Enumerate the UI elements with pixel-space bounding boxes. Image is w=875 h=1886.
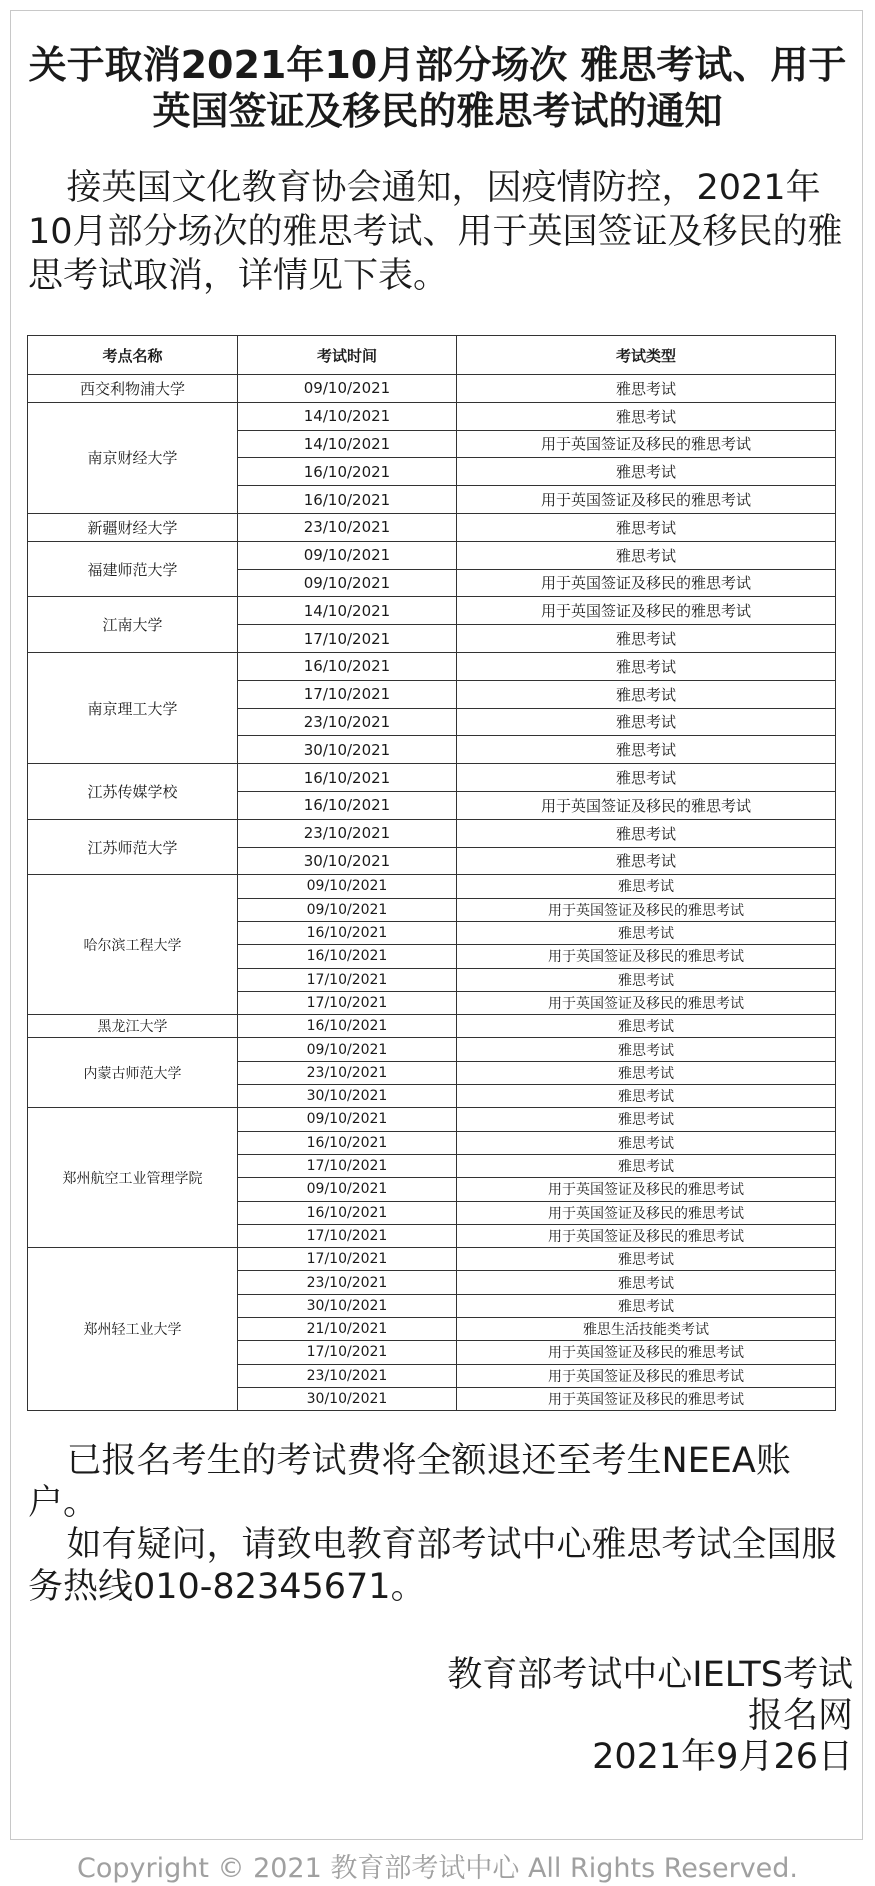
- exam-date-cell: 30/10/2021: [238, 1294, 457, 1317]
- closing-text: [28, 1440, 854, 1608]
- exam-type-cell: 用于英国签证及移民的雅思考试: [457, 945, 836, 968]
- exam-date-cell: 16/10/2021: [238, 652, 457, 680]
- exam-date-cell: 17/10/2021: [238, 680, 457, 708]
- exam-type-cell: 雅思考试: [457, 1154, 836, 1177]
- header-center: 考点名称: [28, 336, 238, 375]
- exam-date-cell: 09/10/2021: [238, 541, 457, 569]
- exam-type-cell: 用于英国签证及移民的雅思考试: [457, 1201, 836, 1224]
- exam-type-cell: 雅思考试: [457, 1015, 836, 1038]
- exam-date-cell: 17/10/2021: [238, 1224, 457, 1247]
- table-row: [28, 764, 836, 792]
- exam-date-cell: 14/10/2021: [238, 402, 457, 430]
- exam-date-cell: 16/10/2021: [238, 921, 457, 944]
- refund-paragraph: 已报名考生的考试费将全额退还至考生NEEA账户。: [28, 1441, 791, 1523]
- exam-date-cell: 17/10/2021: [238, 1341, 457, 1364]
- table-row: [28, 513, 836, 541]
- exam-date-cell: 17/10/2021: [238, 1248, 457, 1271]
- center-name-cell: 郑州轻工业大学: [28, 1248, 238, 1411]
- table-row: [28, 652, 836, 680]
- page-title: 关于取消2021年10月部分场次 雅思考试、用于英国签证及移民的雅思考试的通知: [28, 43, 847, 133]
- signature-line-1: 教育部考试中心IELTS考试: [447, 1655, 853, 1695]
- exam-date-cell: 17/10/2021: [238, 1154, 457, 1177]
- table-row: [28, 819, 836, 847]
- exam-type-cell: 雅思考试: [457, 921, 836, 944]
- exam-type-cell: 雅思考试: [457, 541, 836, 569]
- table-row: [28, 875, 836, 898]
- exam-type-cell: 雅思考试: [457, 680, 836, 708]
- exam-type-cell: 用于英国签证及移民的雅思考试: [457, 1178, 836, 1201]
- exam-date-cell: 16/10/2021: [238, 458, 457, 486]
- exam-type-cell: 雅思考试: [457, 1108, 836, 1131]
- exam-date-cell: 16/10/2021: [238, 1131, 457, 1154]
- table-row: [28, 1038, 836, 1061]
- exam-type-cell: 用于英国签证及移民的雅思考试: [457, 1224, 836, 1247]
- exam-type-cell: 用于英国签证及移民的雅思考试: [457, 1364, 836, 1387]
- exam-type-cell: 雅思生活技能类考试: [457, 1317, 836, 1340]
- exam-date-cell: 09/10/2021: [238, 898, 457, 921]
- table-row: [28, 1015, 836, 1038]
- table-body: [28, 375, 836, 1411]
- exam-type-cell: 用于英国签证及移民的雅思考试: [457, 569, 836, 597]
- exam-date-cell: 16/10/2021: [238, 486, 457, 514]
- signature-block: [393, 1655, 853, 1778]
- exam-type-cell: 雅思考试: [457, 1038, 836, 1061]
- exam-date-cell: 23/10/2021: [238, 1061, 457, 1084]
- exam-date-cell: 09/10/2021: [238, 1038, 457, 1061]
- exam-type-cell: 用于英国签证及移民的雅思考试: [457, 898, 836, 921]
- intro-paragraph: 接英国文化教育协会通知，因疫情防控，2021年10月部分场次的雅思考试、用于英国签证及移民的雅思考试取消，详情见下表。: [28, 168, 843, 296]
- exam-type-cell: 用于英国签证及移民的雅思考试: [457, 597, 836, 625]
- exam-type-cell: 雅思考试: [457, 1271, 836, 1294]
- center-name-cell: 福建师范大学: [28, 541, 238, 597]
- exam-date-cell: 30/10/2021: [238, 1387, 457, 1410]
- exam-type-cell: 雅思考试: [457, 875, 836, 898]
- exam-date-cell: 23/10/2021: [238, 1364, 457, 1387]
- center-name-cell: 郑州航空工业管理学院: [28, 1108, 238, 1248]
- exam-date-cell: 16/10/2021: [238, 1201, 457, 1224]
- exam-type-cell: 用于英国签证及移民的雅思考试: [457, 486, 836, 514]
- center-name-cell: 新疆财经大学: [28, 513, 238, 541]
- center-name-cell: 江苏传媒学校: [28, 764, 238, 820]
- exam-type-cell: 雅思考试: [457, 625, 836, 653]
- exam-date-cell: 16/10/2021: [238, 945, 457, 968]
- center-name-cell: 江南大学: [28, 597, 238, 653]
- exam-type-cell: 用于英国签证及移民的雅思考试: [457, 791, 836, 819]
- exam-type-cell: 雅思考试: [457, 513, 836, 541]
- exam-type-cell: 雅思考试: [457, 847, 836, 875]
- exam-date-cell: 09/10/2021: [238, 875, 457, 898]
- exam-date-cell: 09/10/2021: [238, 375, 457, 403]
- exam-type-cell: 雅思考试: [457, 458, 836, 486]
- hotline-paragraph: 如有疑问，请致电教育部考试中心雅思考试全国服务热线010-82345671。: [28, 1525, 837, 1607]
- exam-type-cell: 雅思考试: [457, 1085, 836, 1108]
- center-name-cell: 哈尔滨工程大学: [28, 875, 238, 1015]
- table-row: [28, 597, 836, 625]
- signature-date: 2021年9月26日: [592, 1737, 853, 1777]
- exam-date-cell: 30/10/2021: [238, 736, 457, 764]
- exam-date-cell: 14/10/2021: [238, 597, 457, 625]
- exam-date-cell: 09/10/2021: [238, 569, 457, 597]
- exam-type-cell: 雅思考试: [457, 375, 836, 403]
- exam-type-cell: 雅思考试: [457, 1248, 836, 1271]
- exam-type-cell: 用于英国签证及移民的雅思考试: [457, 1341, 836, 1364]
- table-row: [28, 1248, 836, 1271]
- exam-type-cell: 雅思考试: [457, 1294, 836, 1317]
- cancellation-table: [27, 335, 836, 1411]
- copyright-footer: Copyright © 2021 教育部考试中心 All Rights Reserved.: [76, 1853, 799, 1884]
- header-type: 考试类型: [457, 336, 836, 375]
- exam-date-cell: 14/10/2021: [238, 430, 457, 458]
- exam-type-cell: 雅思考试: [457, 652, 836, 680]
- exam-type-cell: 用于英国签证及移民的雅思考试: [457, 430, 836, 458]
- exam-type-cell: 雅思考试: [457, 1061, 836, 1084]
- exam-type-cell: 雅思考试: [457, 1131, 836, 1154]
- exam-date-cell: 16/10/2021: [238, 1015, 457, 1038]
- exam-type-cell: 用于英国签证及移民的雅思考试: [457, 1387, 836, 1410]
- exam-date-cell: 09/10/2021: [238, 1178, 457, 1201]
- exam-date-cell: 09/10/2021: [238, 1108, 457, 1131]
- exam-date-cell: 21/10/2021: [238, 1317, 457, 1340]
- exam-type-cell: 雅思考试: [457, 968, 836, 991]
- exam-type-cell: 雅思考试: [457, 736, 836, 764]
- exam-date-cell: 23/10/2021: [238, 1271, 457, 1294]
- exam-date-cell: 16/10/2021: [238, 764, 457, 792]
- exam-type-cell: 用于英国签证及移民的雅思考试: [457, 991, 836, 1014]
- center-name-cell: 江苏师范大学: [28, 819, 238, 875]
- center-name-cell: 西交利物浦大学: [28, 375, 238, 403]
- center-name-cell: 南京理工大学: [28, 652, 238, 763]
- exam-date-cell: 16/10/2021: [238, 791, 457, 819]
- table-row: [28, 1108, 836, 1131]
- center-name-cell: 南京财经大学: [28, 402, 238, 513]
- exam-date-cell: 17/10/2021: [238, 991, 457, 1014]
- center-name-cell: 黑龙江大学: [28, 1015, 238, 1038]
- exam-date-cell: 17/10/2021: [238, 625, 457, 653]
- table-row: [28, 541, 836, 569]
- exam-date-cell: 17/10/2021: [238, 968, 457, 991]
- exam-type-cell: 雅思考试: [457, 819, 836, 847]
- signature-line-2: 报名网: [747, 1696, 853, 1736]
- exam-date-cell: 23/10/2021: [238, 708, 457, 736]
- exam-date-cell: 30/10/2021: [238, 847, 457, 875]
- exam-date-cell: 23/10/2021: [238, 513, 457, 541]
- table-header-row: [28, 336, 836, 375]
- exam-type-cell: 雅思考试: [457, 402, 836, 430]
- exam-type-cell: 雅思考试: [457, 708, 836, 736]
- exam-date-cell: 23/10/2021: [238, 819, 457, 847]
- center-name-cell: 内蒙古师范大学: [28, 1038, 238, 1108]
- table-row: [28, 402, 836, 430]
- exam-type-cell: 雅思考试: [457, 764, 836, 792]
- table-row: [28, 375, 836, 403]
- exam-date-cell: 30/10/2021: [238, 1085, 457, 1108]
- header-date: 考试时间: [238, 336, 457, 375]
